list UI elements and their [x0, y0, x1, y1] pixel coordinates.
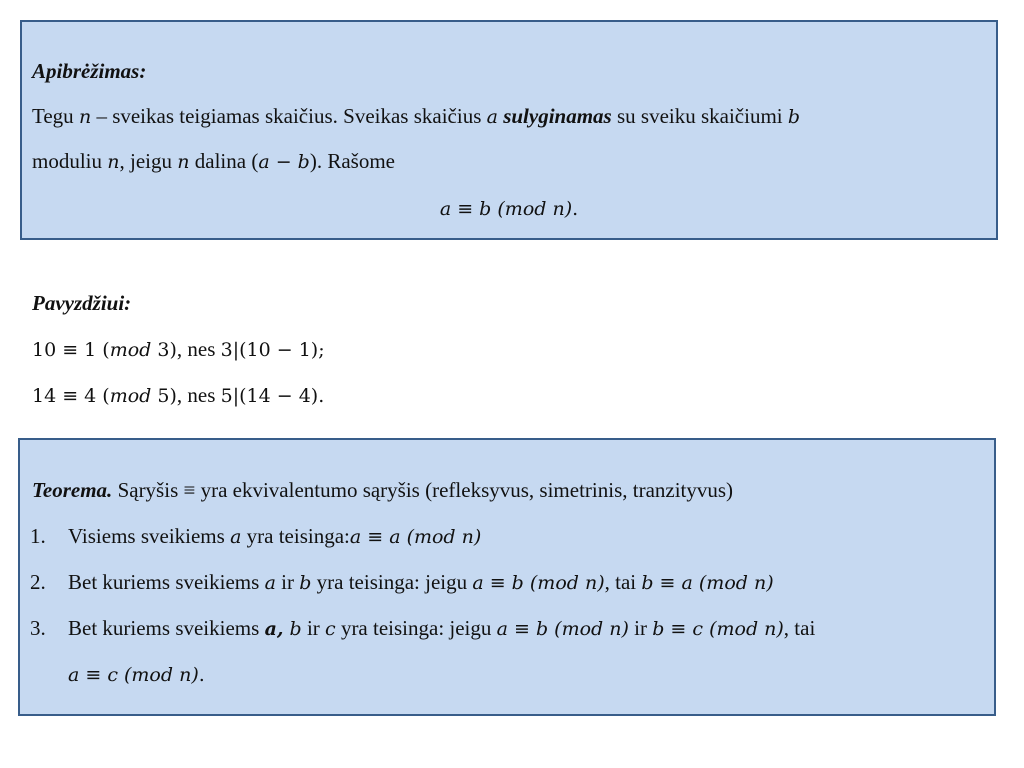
- var-n: n: [107, 151, 120, 173]
- mod: mod: [109, 339, 152, 361]
- formula: a ≡ c (mod n): [68, 664, 199, 686]
- example-1: [32, 336, 325, 363]
- text: ir: [628, 616, 653, 640]
- examples-heading: Pavyzdžiui:: [32, 291, 132, 315]
- term-sulyginamas: sulyginamas: [503, 104, 612, 128]
- math: 14 ≡ 4 (: [32, 385, 110, 407]
- theorem-heading: Teorema.: [32, 478, 113, 502]
- text: Tegu: [32, 104, 79, 128]
- math: 5|(14 − 4): [220, 385, 319, 407]
- var-a: a: [264, 572, 276, 594]
- var-b: b: [787, 106, 801, 128]
- math: 3): [151, 339, 177, 361]
- formula: b ≡ a (mod n): [641, 572, 774, 594]
- formula: a ≡ b (mod n): [496, 618, 629, 640]
- theorem-intro: [32, 477, 733, 503]
- text: yra teisinga: jeigu: [335, 616, 497, 640]
- var-a: a: [230, 526, 242, 548]
- mod-n: (mod n): [491, 198, 573, 220]
- theorem-item-2: [30, 569, 774, 596]
- text: yra teisinga:: [241, 524, 350, 548]
- text: dalina (: [189, 149, 259, 173]
- text: ir: [275, 570, 300, 594]
- text: Visiems sveikiems: [68, 524, 231, 548]
- theorem-item-1: [30, 523, 481, 550]
- var-c: c: [325, 618, 336, 640]
- text: Sąryšis ≡ yra ekvivalentumo sąryšis (refleksyvus, simetrinis, tranzityvus): [112, 478, 734, 502]
- var-b: b: [299, 572, 312, 594]
- mod: mod: [109, 385, 152, 407]
- math: 3|(10 − 1): [220, 339, 319, 361]
- formula: a ≡ b (mod n): [472, 572, 605, 594]
- theorem-item-3-continued: [68, 661, 205, 688]
- period: .: [572, 198, 579, 220]
- expr-a-minus-b: a − b: [258, 151, 310, 173]
- text: , nes: [176, 383, 221, 407]
- var-n: n: [177, 151, 190, 173]
- var-b: b: [283, 618, 302, 640]
- definition-heading: Apibrėžimas:: [32, 59, 147, 83]
- definition-formula: [20, 195, 998, 222]
- formula: b ≡ c (mod n): [652, 618, 784, 640]
- math: 10 ≡ 1 (: [32, 339, 110, 361]
- text: ). Rašome: [309, 149, 395, 173]
- text: su sveiku skaičiumi: [611, 104, 788, 128]
- definition-line-1: [32, 103, 800, 130]
- list-number: 3.: [30, 616, 46, 640]
- example-2: [32, 382, 324, 409]
- var-a: a,: [264, 618, 284, 640]
- text: – sveikas teigiamas skaičius. Sveikas skaičius: [91, 104, 487, 128]
- definition-line-2: [32, 148, 395, 175]
- text: , jeigu: [119, 149, 178, 173]
- formula: a ≡ a (mod n): [349, 526, 482, 548]
- math: 5): [151, 385, 177, 407]
- var-n: n: [78, 106, 92, 128]
- text: moduliu: [32, 149, 108, 173]
- text: Bet kuriems sveikiems: [68, 616, 265, 640]
- text: ir: [301, 616, 326, 640]
- punct: .: [318, 385, 325, 407]
- var-b: b: [479, 198, 492, 220]
- list-number: 1.: [30, 524, 46, 548]
- theorem-item-3: [30, 615, 815, 642]
- text: Bet kuriems sveikiems: [68, 570, 265, 594]
- var-a: a: [486, 106, 498, 128]
- congruence-symbol: ≡: [451, 198, 480, 220]
- text: yra teisinga: jeigu: [311, 570, 473, 594]
- punct: ;: [318, 339, 325, 361]
- period: .: [198, 664, 205, 686]
- var-a: a: [439, 198, 452, 220]
- text: , tai: [783, 616, 816, 640]
- text: , tai: [604, 570, 642, 594]
- text: , nes: [176, 337, 221, 361]
- list-number: 2.: [30, 570, 46, 594]
